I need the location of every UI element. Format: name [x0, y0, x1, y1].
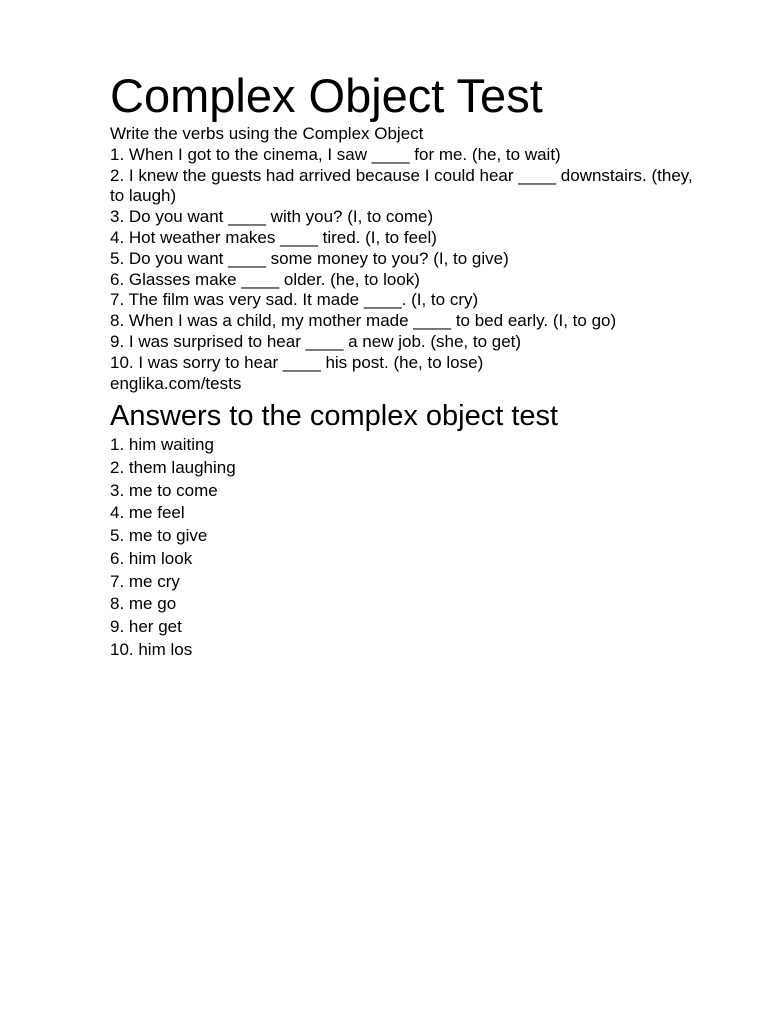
answer-item: 9. her get: [110, 616, 182, 636]
question-item: 5. Do you want ____ some money to you? (I, to give): [110, 248, 509, 268]
answer-item: 4. me feel: [110, 503, 185, 523]
question-item: 9. I was surprised to hear ____ a new job. (she, to get): [110, 331, 522, 351]
answer-list: [110, 434, 740, 661]
document-page: [110, 68, 740, 661]
page-title: Complex Object Test: [110, 69, 543, 122]
question-item: 8. When I was a child, my mother made ____ to bed early. (I, to go): [110, 311, 617, 331]
answer-item: 6. him look: [110, 548, 193, 568]
answer-item: 5. me to give: [110, 526, 208, 546]
question-item: 4. Hot weather makes ____ tired. (I, to feel): [110, 227, 437, 247]
question-item: 3. Do you want ____ with you? (I, to come): [110, 207, 434, 227]
answers-heading: Answers to the complex object test: [110, 400, 559, 433]
answer-item: 8. me go: [110, 594, 177, 614]
answer-item: 7. me cry: [110, 571, 180, 591]
answer-item: 10. him los: [110, 639, 193, 659]
question-list: [110, 145, 700, 374]
question-item: 2. I knew the guests had arrived because I could hear ____ downstairs. (they, to laugh): [110, 165, 698, 206]
instruction-text: Write the verbs using the Complex Object: [110, 124, 424, 143]
question-item: 1. When I got to the cinema, I saw ____ for me. (he, to wait): [110, 144, 561, 164]
answer-item: 1. him waiting: [110, 435, 214, 455]
question-item: 10. I was sorry to hear ____ his post. (he, to lose): [110, 352, 484, 372]
answer-item: 3. me to come: [110, 480, 218, 500]
question-item: 7. The film was very sad. It made ____. (I, to cry): [110, 290, 479, 310]
answer-item: 2. them laughing: [110, 458, 236, 478]
source-text: englika.com/tests: [110, 373, 242, 393]
question-item: 6. Glasses make ____ older. (he, to look): [110, 269, 420, 289]
